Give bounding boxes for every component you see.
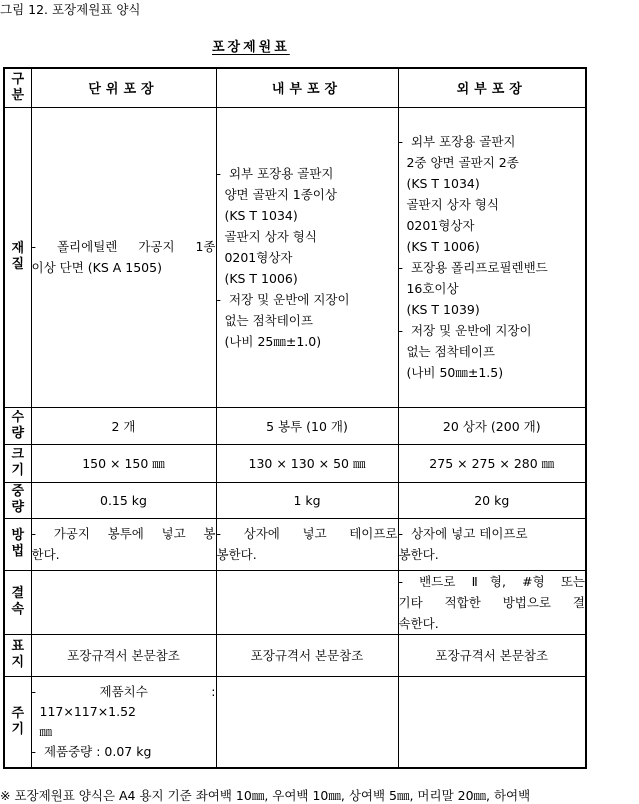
material-unit: - 폴리에틸렌 가공지 1종 이상 단면 (KS A 1505) xyxy=(31,107,216,407)
material-outer: - 외부 포장용 골판지 2중 양면 골판지 2종 (KS T 1034) 골판지 상자 형식 0201형상자 (KS T 1006) - 포장용 폴리프로필렌밴드 16호이상 (KS T 1039) - 저장 및 운반에 지장이 없는 점착테이프 (나비 50㎜±1.5) xyxy=(398,107,586,407)
size-unit: 150 × 150 ㎜ xyxy=(31,444,216,482)
header-unit: 단위포장 xyxy=(31,68,216,107)
remarks-label: 주 기 xyxy=(4,676,31,768)
method-unit: - 가공지 봉투에 넣고 봉 한다. xyxy=(31,518,216,570)
marking-outer: 포장규격서 본문참조 xyxy=(398,634,586,676)
quantity-unit: 2 개 xyxy=(31,407,216,444)
weight-row xyxy=(4,482,586,518)
method-label: 방 법 xyxy=(4,518,31,570)
header-outer: 외부포장 xyxy=(398,68,586,107)
binding-unit xyxy=(31,570,216,634)
binding-outer: - 밴드로 Ⅱ형, #형 또는 기타 적합한 방법으로 결 속한다. xyxy=(398,570,586,634)
header-row xyxy=(4,68,586,107)
figure-caption: 그림 12. 포장제원표 양식 xyxy=(0,2,141,17)
weight-outer: 20 kg xyxy=(398,482,586,518)
marking-row xyxy=(4,634,586,676)
binding-label: 결 속 xyxy=(4,570,31,634)
header-inner: 내부포장 xyxy=(216,68,398,107)
binding-inner xyxy=(216,570,398,634)
marking-label: 표 지 xyxy=(4,634,31,676)
footnote: ※ 포장제원표 양식은 A4 용지 기준 좌여백 10㎜, 우여백 10㎜, 상여백 5㎜, 머리말 20㎜, 하여백 xyxy=(0,788,531,803)
material-row xyxy=(4,107,586,407)
remarks-row xyxy=(4,676,586,768)
quantity-outer: 20 상자 (200 개) xyxy=(398,407,586,444)
remarks-unit: - 제품치수 : 117×117×1.52 ㎜ - 제품중량 : 0.07 kg xyxy=(31,676,216,768)
remarks-outer xyxy=(398,676,586,768)
binding-row xyxy=(4,570,586,634)
size-inner: 130 × 130 × 50 ㎜ xyxy=(216,444,398,482)
method-row xyxy=(4,518,586,570)
method-outer: - 상자에 넣고 테이프로 봉한다. xyxy=(398,518,586,570)
size-outer: 275 × 275 × 280 ㎜ xyxy=(398,444,586,482)
remarks-inner xyxy=(216,676,398,768)
document-title: 포장제원표 xyxy=(212,40,290,55)
material-label: 재 질 xyxy=(4,107,31,407)
quantity-label: 수 량 xyxy=(4,407,31,444)
size-label: 크 기 xyxy=(4,444,31,482)
corner-label: 구 분 xyxy=(4,68,31,107)
weight-unit: 0.15 kg xyxy=(31,482,216,518)
quantity-inner: 5 봉투 (10 개) xyxy=(216,407,398,444)
weight-inner: 1 kg xyxy=(216,482,398,518)
method-inner: - 상자에 넣고 테이프로 봉한다. xyxy=(216,518,398,570)
size-row xyxy=(4,444,586,482)
material-inner: - 외부 포장용 골판지 양면 골판지 1종이상 (KS T 1034) 골판지 상자 형식 0201형상자 (KS T 1006) - 저장 및 운반에 지장이 없는 점착테이프 (나비 25㎜±1.0) xyxy=(216,107,398,407)
marking-inner: 포장규격서 본문참조 xyxy=(216,634,398,676)
weight-label: 중 량 xyxy=(4,482,31,518)
marking-unit: 포장규격서 본문참조 xyxy=(31,634,216,676)
packaging-spec-table xyxy=(3,67,587,769)
quantity-row xyxy=(4,407,586,444)
